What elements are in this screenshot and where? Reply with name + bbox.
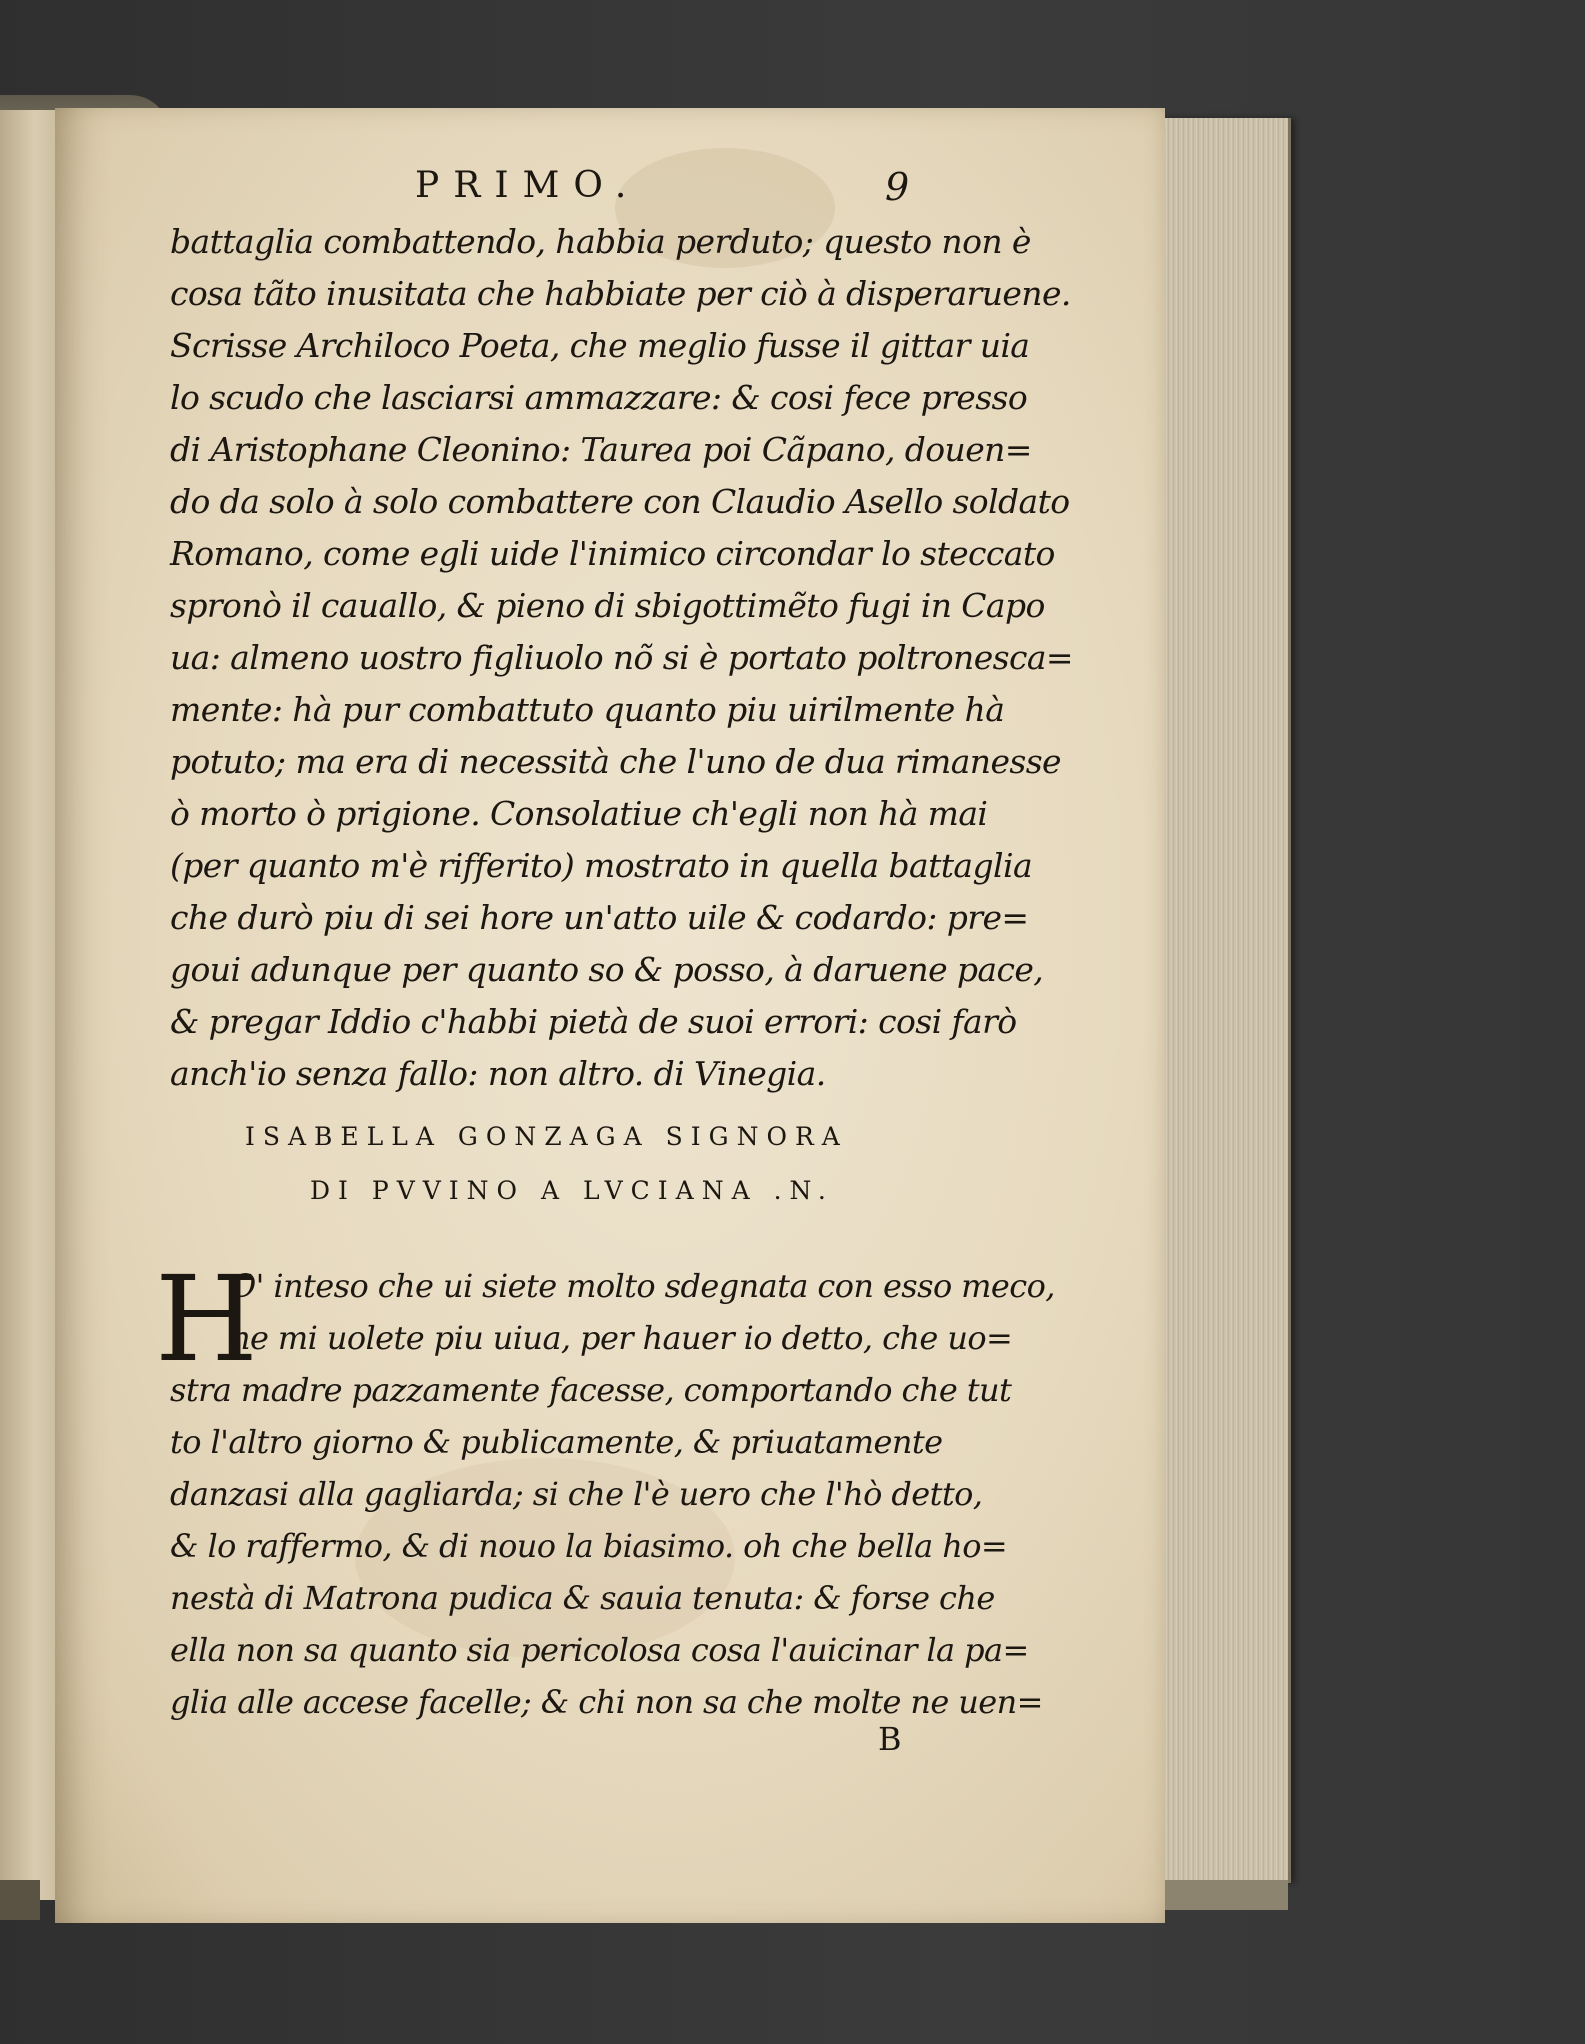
left-page (0, 110, 60, 1900)
text-line: (per quanto m'è rifferito) mostrato in quella battaglia (170, 846, 1033, 885)
text-line: nestà di Matrona pudica & sauia tenuta: & forse che (170, 1579, 995, 1617)
page-stack-edge (1160, 118, 1291, 1883)
text-line: potuto; ma era di necessità che l'uno de dua rimanesse (170, 742, 1061, 781)
text-line: battaglia combattendo, habbia perduto; questo non è (170, 222, 1031, 261)
signature-mark: B (878, 1720, 902, 1758)
text-line: danzasi alla gagliarda; si che l'è uero che l'hò detto, (170, 1475, 983, 1513)
text-line: ella non sa quanto sia pericolosa cosa l'auicinar la pa= (170, 1631, 1029, 1669)
text-line: anch'io senza fallo: non altro. di Vinegia. (170, 1054, 826, 1093)
text-line: & pregar Iddio c'habbi pietà de suoi errori: cosi farò (170, 1002, 1017, 1041)
text-line: di Aristophane Cleonino: Taurea poi Cãpano, douen= (170, 430, 1032, 469)
text-line: do da solo à solo combattere con Claudio Asello soldato (170, 482, 1070, 521)
letter-text (170, 1364, 1043, 1728)
letter-heading-line-2: DI PVVINO A LVCIANA .N. (310, 1176, 834, 1205)
text-line: ua: almeno uostro figliuolo nõ si è portato poltronesca= (170, 638, 1073, 677)
body-text (170, 216, 1073, 1100)
text-line: che durò piu di sei hore un'atto uile & codardo: pre= (170, 898, 1029, 937)
text-line: ò morto ò prigione. Consolatiue ch'egli non hà mai (170, 794, 988, 833)
text-line: stra madre pazzamente facesse, comportando che tut (170, 1371, 1012, 1409)
text-line: to l'altro giorno & publicamente, & priuatamente (170, 1423, 943, 1461)
text-line: lo scudo che lasciarsi ammazzare: & cosi fece presso (170, 378, 1028, 417)
text-line: Romano, come egli uide l'inimico circondar lo steccato (170, 534, 1055, 573)
text-line: mente: hà pur combattuto quanto piu uirilmente hà (170, 690, 1005, 729)
letter-text-indented (230, 1260, 1055, 1364)
running-head: PRIMO. (415, 165, 641, 206)
text-line: goui adunque per quanto so & posso, à daruene pace, (170, 950, 1044, 989)
left-binding (0, 1880, 40, 1920)
page-stack-bottom (1160, 1880, 1288, 1910)
text-line: Scrisse Archiloco Poeta, che meglio fusse il gittar uia (170, 326, 1030, 365)
text-line: glia alle accese facelle; & chi non sa che molte ne uen= (170, 1683, 1043, 1721)
text-line: spronò il cauallo, & pieno di sbigottimẽto fugi in Capo (170, 586, 1045, 625)
text-line: ne mi uolete piu uiua, per hauer io detto, che uo= (230, 1319, 1013, 1357)
page-number: 9 (885, 165, 910, 209)
letter-heading-line-1: ISABELLA GONZAGA SIGNORA (245, 1122, 848, 1151)
text-line: & lo raffermo, & di nouo la biasimo. oh che bella ho= (170, 1527, 1008, 1565)
drop-cap-initial: H (155, 1250, 258, 1388)
text-line: cosa tãto inusitata che habbiate per ciò à disperaruene. (170, 274, 1071, 313)
text-line: O' inteso che ui siete molto sdegnata con esso meco, (230, 1267, 1055, 1305)
